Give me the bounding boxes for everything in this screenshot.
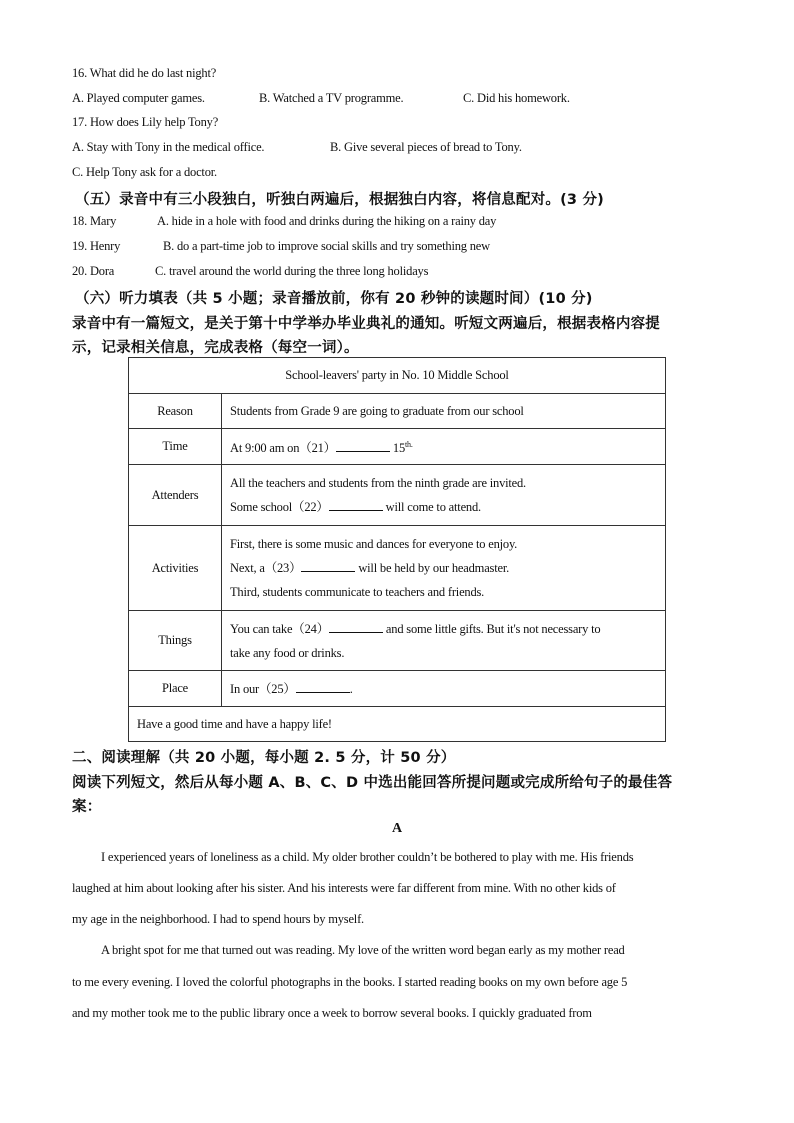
place-label: Place <box>129 671 222 707</box>
blank-21[interactable] <box>336 440 390 452</box>
table-title: School-leavers' party in No. 10 Middle School <box>129 358 666 394</box>
passage-line: laughed at him about looking after his sister. And his interests were far different from mine. With no other kids of <box>72 881 616 895</box>
table-footer: Have a good time and have a happy life! <box>129 707 666 742</box>
blank-23[interactable] <box>301 560 355 572</box>
passage-line: to me every evening. I loved the colorful photographs in the books. I started reading books on my own before age 5 <box>72 975 628 989</box>
q16-option-a: A. Played computer games. <box>72 91 205 105</box>
place-value: In our（25） . <box>222 671 666 707</box>
time-value: At 9:00 am on（21） $15^{th.}$ <box>222 429 666 465</box>
passage-label: A <box>391 821 403 836</box>
reading-section-title: 二、阅读理解（共 20 小题，每小题 2. 5 分，计 50 分） <box>72 750 456 766</box>
things-label: Things <box>129 611 222 671</box>
passage-line: and my mother took me to the public library once a week to borrow several books. I quickly graduated from <box>72 1006 592 1020</box>
reason-label: Reason <box>129 394 222 429</box>
reason-value: Students from Grade 9 are going to graduate from our school <box>222 394 666 429</box>
activities-label: Activities <box>129 526 222 611</box>
q16-option-c: C. Did his homework. <box>463 91 570 105</box>
question-17: 17. How does Lily help Tony? <box>72 115 219 129</box>
match-18-option: A. hide in a hole with food and drinks during the hiking on a rainy day <box>157 214 497 228</box>
info-table <box>128 357 666 742</box>
blank-22[interactable] <box>329 499 383 511</box>
section-5-title: （五）录音中有三小段独白，听独白两遍后，根据独白内容，将信息配对。(3 分) <box>75 192 604 208</box>
match-18-name: 18. Mary <box>72 214 117 228</box>
q17-option-c: C. Help Tony ask for a doctor. <box>72 165 217 179</box>
section-6-description-line1: 录音中有一篇短文，是关于第十中学举办毕业典礼的通知。听短文两遍后，根据表格内容提 <box>72 316 660 332</box>
reading-instruction-line2: 案： <box>72 799 102 815</box>
attenders-value: All the teachers and students from the ninth grade are invited. Some school（22） will come to attend. <box>222 465 666 526</box>
attenders-label: Attenders <box>129 465 222 526</box>
q17-option-a: A. Stay with Tony in the medical office. <box>72 140 265 154</box>
blank-24[interactable] <box>329 621 383 633</box>
match-20-option: C. travel around the world during the three long holidays <box>155 264 429 278</box>
blank-25[interactable] <box>296 681 350 693</box>
match-19-name: 19. Henry <box>72 239 121 253</box>
q17-option-b: B. Give several pieces of bread to Tony. <box>330 140 522 154</box>
section-6-description-line2: 示，记录相关信息，完成表格（每空一词）。 <box>72 340 359 356</box>
passage-line: A bright spot for me that turned out was reading. My love of the written word began early as my mother read <box>101 943 625 957</box>
q16-option-b: B. Watched a TV programme. <box>259 91 404 105</box>
reading-instruction-line1: 阅读下列短文，然后从每小题 A、B、C、D 中选出能回答所提问题或完成所给句子的最佳答 <box>72 775 673 791</box>
passage-line: I experienced years of loneliness as a child. My older brother couldn’t be bothered to play with me. His friends <box>101 850 634 864</box>
things-value: You can take（24） and some little gifts. But it's not necessary to take any food or drinks. <box>222 611 666 671</box>
section-6-title: （六）听力填表（共 5 小题；录音播放前，你有 20 秒钟的读题时间）(10 分) <box>75 291 593 307</box>
passage-line: my age in the neighborhood. I had to spend hours by myself. <box>72 912 364 926</box>
match-20-name: 20. Dora <box>72 264 115 278</box>
match-19-option: B. do a part-time job to improve social skills and try something new <box>163 239 490 253</box>
question-16: 16. What did he do last night? <box>72 66 217 80</box>
activities-value: First, there is some music and dances for everyone to enjoy. Next, a（23） will be held by our headmaster. Third, students communicate to teachers and friends. <box>222 526 666 611</box>
time-label: Time <box>129 429 222 465</box>
